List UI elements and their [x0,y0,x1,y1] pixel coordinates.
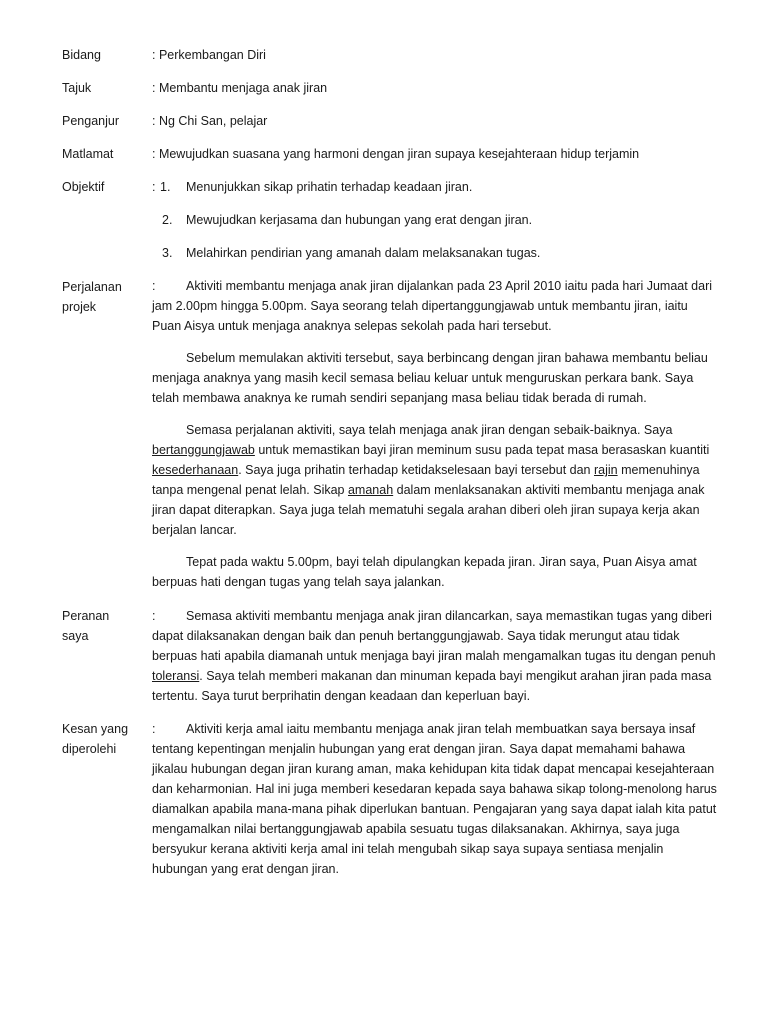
colon: : [152,609,156,623]
label-bidang: Bidang [62,48,101,62]
underlined-word: kesederhanaan [152,463,239,477]
paragraph [152,420,717,540]
paragraph: Tepat pada waktu 5.00pm, bayi telah dipulangkan kepada jiran. Jiran saya, Puan Aisya amat berpuas hati dengan tugas yang telah saya jalankan. [152,555,697,589]
paragraph [152,719,717,879]
text-run: Semasa perjalanan aktiviti, saya telah menjaga anak jiran dengan sebaik-baiknya. Saya [186,423,673,437]
paragraph-text: Aktiviti membantu menjaga anak jiran dijalankan pada 23 April 2010 iaitu pada hari Jumaat dari jam 2.00pm hingga 5.00pm. Saya seorang telah dipertanggungjawab untuk membantu jiran, iaitu Puan Aisya untuk menjaga anaknya selepas sekolah pada hari tersebut. [152,279,713,333]
text-run: Semasa aktiviti membantu menjaga anak jiran dilancarkan, saya memastikan tugas yang diberi dapat dilaksanakan dengan baik dan penuh bertanggungjawab. Saya tidak merungut atau tidak berpuas hati apabila diamanah untuk menjaga bayi jiran malah mengamalkan tugas itu dengan penuh [152,609,716,663]
label-objektif: Objektif [62,180,105,194]
paragraph [152,276,717,336]
label-line: Peranan [62,609,110,623]
perjalanan-body [152,276,717,592]
label-matlamat: Matlamat [62,147,114,161]
label-peranan [62,606,147,646]
label-line: projek [62,300,97,314]
objektif-text: Menunjukkan sikap prihatin terhadap keadaan jiran. [186,180,473,194]
underlined-word: amanah [347,483,394,497]
label-perjalanan [62,277,147,317]
underlined-word: bertanggungjawab [152,443,255,457]
value-penganjur: : Ng Chi San, pelajar [152,114,268,128]
paragraph: Sebelum memulakan aktiviti tersebut, saya berbincang dengan jiran bahawa membantu beliau menjaga anaknya yang masih kecil semasa beliau keluar untuk menguruskan perkara bank. Saya telah membawa anaknya ke rumah sendiri sepanjang masa beliau tidak berada di rumah. [152,351,708,405]
value-matlamat: : Mewujudkan suasana yang harmoni dengan jiran supaya kesejahteraan hidup terjamin [152,147,640,161]
value-bidang: : Perkembangan Diri [152,48,266,62]
text-run: . Saya juga prihatin terhadap ketidakselesaan bayi tersebut dan [238,463,594,477]
label-kesan [62,719,147,759]
peranan-body [152,606,717,706]
objektif-colon: : [152,180,156,194]
objektif-num: 2. [162,213,173,227]
objektif-text: Melahirkan pendirian yang amanah dalam melaksanakan tugas. [186,246,541,260]
underlined-word: rajin [593,463,618,477]
colon: : [152,279,156,293]
underlined-word: toleransi [152,669,200,683]
label-penganjur: Penganjur [62,114,119,128]
label-tajuk: Tajuk [62,81,92,95]
objektif-text: Mewujudkan kerjasama dan hubungan yang erat dengan jiran. [186,213,533,227]
objektif-list [152,177,717,276]
objektif-item [152,210,717,243]
label-line: diperolehi [62,742,117,756]
label-line: Perjalanan [62,280,122,294]
text-run: . Saya telah memberi makanan dan minuman kepada bayi mengikut arahan jiran pada masa tertentu. Saya turut berprihatin dengan keadaan dan keperluan bayi. [152,669,712,703]
text-run: untuk memastikan bayi jiran meminum susu pada tepat masa berasaskan kuantiti [254,443,710,457]
value-tajuk: : Membantu menjaga anak jiran [152,81,328,95]
objektif-item [152,243,717,276]
text-run: memenuhinya tanpa mengenal penat lelah. Sikap [152,463,700,497]
label-line: Kesan yang [62,722,129,736]
paragraph [152,606,717,706]
objektif-num: 3. [162,246,173,260]
kesan-body [152,719,717,879]
objektif-item [152,177,717,210]
paragraph-text: Aktiviti kerja amal iaitu membantu menjaga anak jiran telah membuatkan saya bersaya insaf tentang kepentingan menjalin hubungan yang erat dengan jiran. Saya dapat memahami bahawa jikalau hubungan degan jiran kurang aman, maka kehidupan kita tidak dapat mencapai kesejahteraan dan keharmonian. Hal ini juga memberi kesedaran kepada saya bahawa sikap tolong-menolong harus diamalkan apabila mana-mana pihak diperlukan bantuan. Pengajaran yang saya dapat ialah kita patut mengamalkan nilai bertanggungjawab apabila sesuatu tugas dilaksanakan. Akhirnya, saya juga bersyukur kerana aktiviti kerja amal ini telah mengubah sikap saya supaya sentiasa menjalin hubungan yang erat dengan jiran. [152,722,717,876]
text-run: dalam menlaksanakan aktiviti membantu menjaga anak jiran dapat diterapkan. Saya juga telah mematuhi segala arahan diberi oleh jiran supaya kerja akan berjalan lancar. [152,483,705,537]
colon: : [152,722,156,736]
objektif-num: 1. [160,180,171,194]
label-line: saya [62,629,89,643]
